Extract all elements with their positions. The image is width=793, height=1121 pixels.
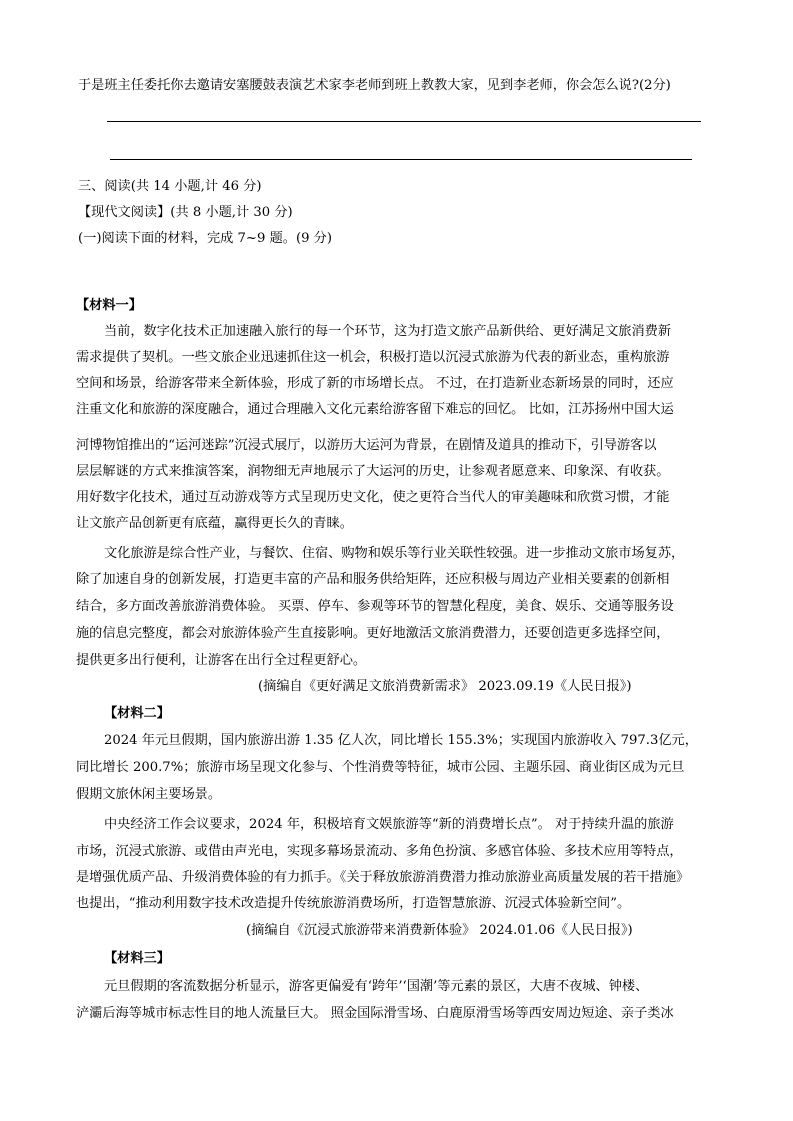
answer-blank-line-1[interactable] <box>107 121 701 122</box>
material1-line: 河博物馆推出的“运河迷踪”沉浸式展厅，以游历大运河为背景，在剧情及道具的推动下，引导游客以 <box>76 438 657 453</box>
material1-line: 用好数字化技术，通过互动游戏等方式呈现历史文化，使之更符合当代人的审美趣味和欣赏习惯，才能 <box>76 490 670 505</box>
material1-line: 施的信息完整度，都会对旅游体验产生直接影响。更好地激活文旅消费潜力，还要创造更多选择空间， <box>76 626 670 641</box>
material1-line: 让文旅产品创新更有底蕴，赢得更长久的青睐。 <box>76 516 353 531</box>
section-header: 三、阅读(共 14 小题,计 46 分) <box>78 179 262 194</box>
material1-line: 当前，数字化技术正加速融入旅行的每一个环节，这为打造文旅产品新供给、更好满足文旅消费新 <box>104 324 672 339</box>
material1-line: 层层解谜的方式来推演答案，润物细无声地展示了大运河的历史，让参观者愿意来、印象深、有收获。 <box>76 464 670 479</box>
material2-line: 中央经济工作会议要求，2024 年，积极培育文娱旅游等“新的消费增长点”。 对于持续升温的旅游 <box>104 817 674 832</box>
material2-line: 是增强优质产品、升级消费体验的有力抓手。《关于释放旅游消费潜力推动旅游业高质量发展的若干措施》 <box>76 870 690 885</box>
material1-line: 空间和场景，给游客带来全新体验，形成了新的市场增长点。 不过，在打造新业态新场景的同时，还应 <box>76 376 674 391</box>
material2-line: 假期文旅休闲主要场景。 <box>76 787 222 802</box>
material1-line: 文化旅游是综合性产业，与餐饮、住宿、购物和娱乐等行业关联性较强。进一步推动文旅市场复苏， <box>104 546 685 561</box>
material2-line: 同比增长 200.7%；旅游市场呈现文化参与、个性消费等特征，城市公园、主题乐园、商业街区成为元旦 <box>76 760 685 775</box>
material2-source: (摘编自《沉浸式旅游带来消费新体验》 2024.01.06《人民日报》) <box>246 923 633 938</box>
material1-line: 提供更多出行便利，让游客在出行全过程更舒心。 <box>76 653 367 668</box>
material1-line: 除了加速自身的创新发展，打造更丰富的产品和服务供给矩阵，还应积极与周边产业相关要素的创新相 <box>76 572 670 587</box>
material2-title: 【材料二】 <box>104 706 170 721</box>
answer-blank-line-2[interactable] <box>110 159 692 160</box>
material2-line: 2024 年元旦假期，国内旅游出游 1.35 亿人次，同比增长 155.3%；实现国内旅游收入 797.3亿元， <box>104 733 698 748</box>
material2-line: 市场，沉浸式旅游、或借由声光电，实现多幕场景流动、多角色扮演、多感官体验、多技术应用等特点， <box>76 844 683 859</box>
material1-source: (摘编自《更好满足文旅消费新需求》 2023.09.19《人民日报》) <box>258 679 632 694</box>
question-prompt: 于是班主任委托你去邀请安塞腰鼓表演艺术家李老师到班上教教大家，见到李老师，你会怎么说?(2分) <box>78 78 671 93</box>
material3-line: 元旦假期的客流数据分析显示，游客更偏爱有‘跨年’‘国潮’等元素的景区，大唐不夜城、钟楼、 <box>104 979 649 994</box>
material1-line: 需求提供了契机。一些文旅企业迅速抓住这一机会，积极打造以沉浸式旅游为代表的新业态，重构旅游 <box>76 350 670 365</box>
material2-line: 也提出，“推动利用数字技术改造提升传统旅游消费场所，打造智慧旅游、沉浸式体验新空间”。 <box>76 896 631 911</box>
material1-line: 注重文化和旅游的深度融合，通过合理融入文化元素给游客留下难忘的回忆。 比如，江苏扬州中国大运 <box>76 402 674 417</box>
subsection-header: 【现代文阅读】(共 8 小题,计 30 分) <box>78 205 293 220</box>
part-instruction: (一)阅读下面的材料，完成 7~9 题。(9 分) <box>78 231 332 246</box>
material1-title: 【材料一】 <box>76 298 142 313</box>
material3-line: 浐灞后海等城市标志性目的地人流量巨大。 照金国际滑雪场、白鹿原滑雪场等西安周边短途、亲子类冰 <box>76 1006 674 1021</box>
material3-title: 【材料三】 <box>104 951 170 966</box>
material1-line: 结合，多方面改善旅游消费体验。 买票、停车、参观等环节的智慧化程度，美食、娱乐、交通等服务设 <box>76 599 674 614</box>
